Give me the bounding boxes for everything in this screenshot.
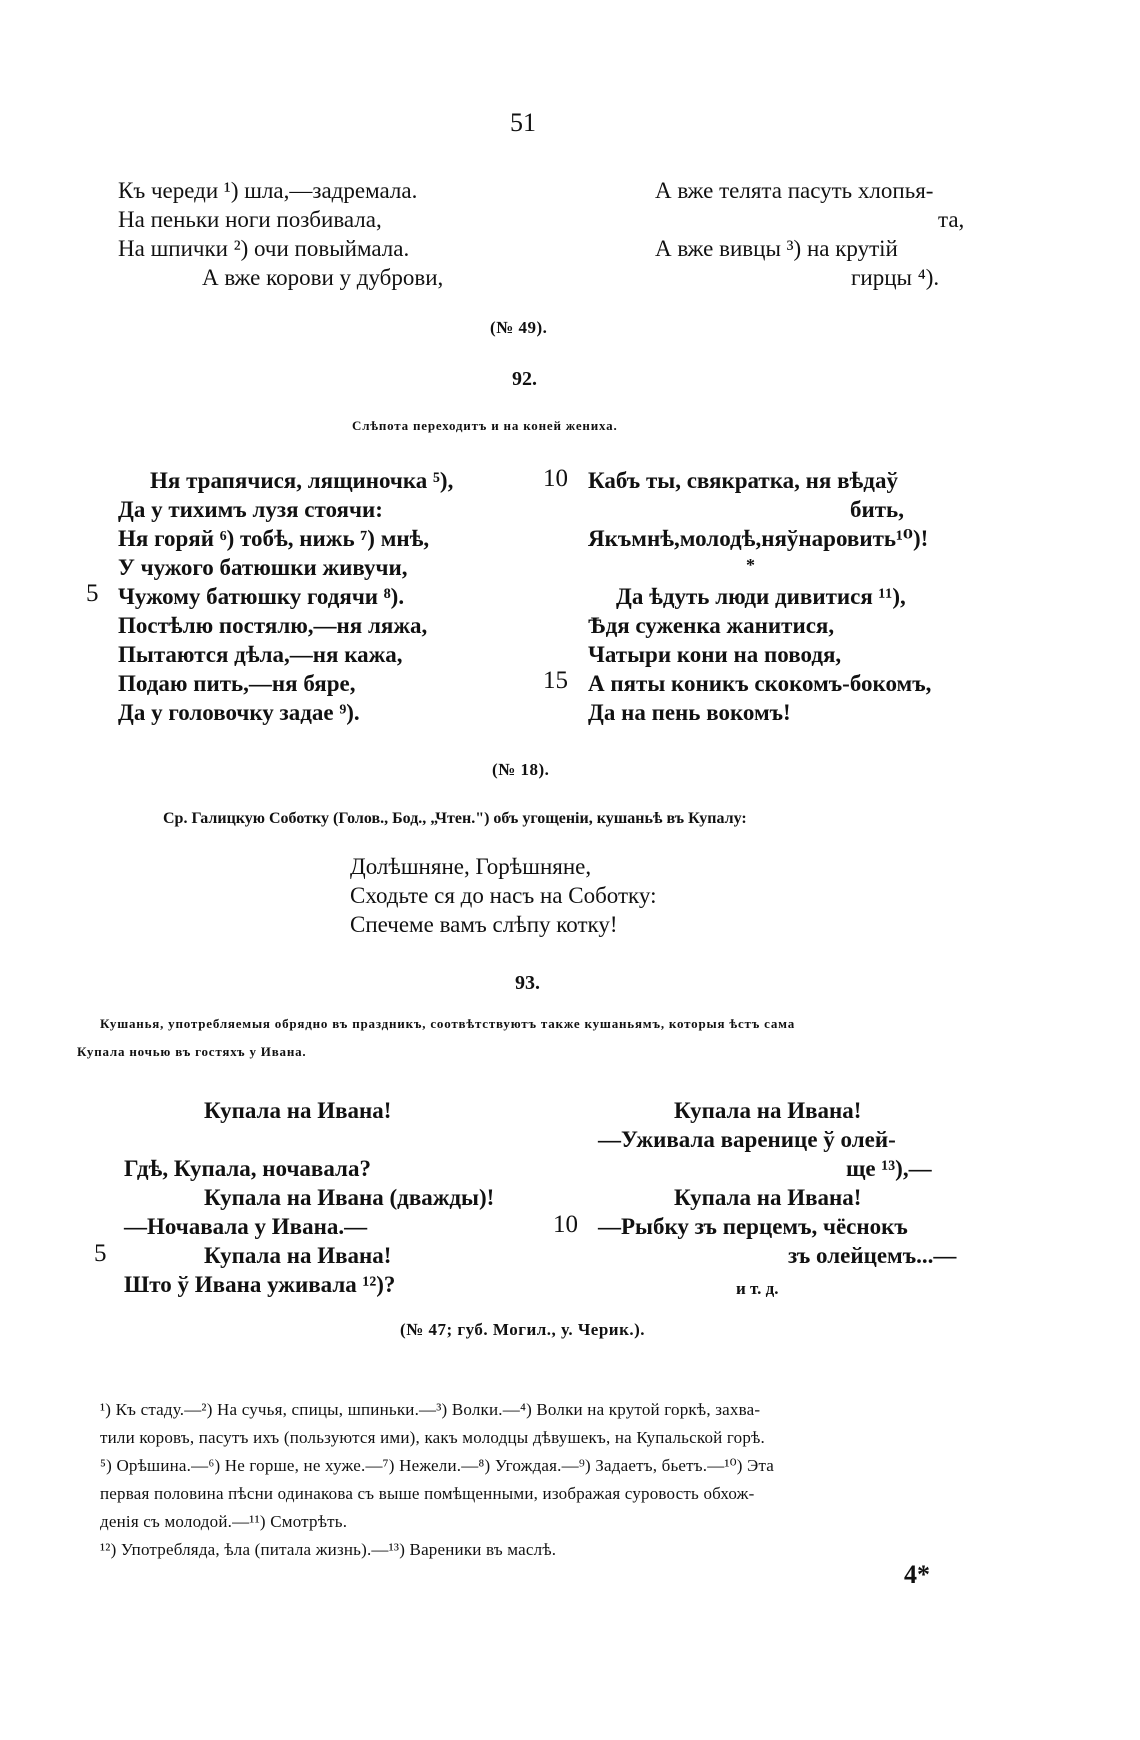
section-caption: Купала ночью въ гостяхъ у Ивана. [77, 1044, 307, 1059]
signature-mark: 4* [904, 1560, 930, 1589]
section-number: 93. [515, 972, 540, 994]
verse-line: Да ѣдуть люди дивитися ¹¹), [616, 584, 906, 609]
verse-line: та, [938, 207, 965, 232]
page-number: 51 [510, 108, 536, 137]
footnote-line: тили коровъ, пасутъ ихъ (пользуются ими), какъ молодцы дѣвушекъ, на Купальской горѣ. [100, 1428, 765, 1447]
verse-line: Пытаются дѣла,—ня кажа, [118, 642, 403, 667]
verse-line: А вже корови у дуброви, [202, 265, 444, 290]
footnote-line: ¹²) Употребляда, ѣла (питала жизнь).—¹³) Вареники въ маслѣ. [100, 1540, 557, 1559]
source-reference: (№ 49). [490, 318, 548, 337]
footnote-line: денія съ молодой.—¹¹) Смотрѣть. [100, 1512, 348, 1531]
comparison-note: Ср. Галицкую Соботку (Голов., Бод., „Чтен.") объ угощеніи, кушаньѣ въ Купалу: [163, 810, 747, 827]
verse-line: Гдѣ, Купала, ночавала? [124, 1156, 371, 1181]
verse-line: Купала на Ивана! [674, 1185, 862, 1210]
verse-line: —Уживала варенице ў олей- [598, 1127, 896, 1152]
verse-line: На шпички ²) очи повыймала. [118, 236, 410, 261]
verse-line: Да на пень вокомъ! [588, 700, 791, 725]
verse-line: На пеньки ноги позбивала, [118, 207, 382, 232]
source-reference: (№ 47; губ. Могил., у. Черик.). [400, 1320, 646, 1339]
verse-line: Ѣдя суженка жанитися, [588, 613, 835, 638]
verse-line: Подаю пить,—ня бяре, [118, 671, 356, 696]
verse-line: Што ў Ивана уживала ¹²)? [124, 1272, 396, 1297]
verse-line: бить, [850, 497, 904, 522]
footnote-line: первая половина пѣсни одинакова съ выше помѣщенными, изображая суровость обхож- [100, 1484, 755, 1503]
verse-line: Да у головочку задае ⁹). [118, 700, 360, 725]
line-number: 5 [86, 580, 99, 607]
verse-line: Ня трапячися, лящиночка ⁵), [150, 468, 454, 493]
quote-line: Сходьте ся до насъ на Соботку: [350, 883, 657, 908]
line-number: 15 [543, 667, 568, 694]
section-caption: Кушанья, употребляемыя обрядно въ праздникъ, соотвѣтствуютъ также кушаньямъ, которыя ѣстъ сама [100, 1016, 796, 1031]
verse-line: Кабъ ты, свякратка, ня вѣдаў [588, 468, 898, 493]
verse-line: Да у тихимъ лузя стоячи: [118, 497, 383, 522]
verse-line: Купала на Ивана! [674, 1098, 862, 1123]
verse-line: Постѣлю постялю,—ня ляжа, [118, 613, 428, 638]
section-number: 92. [512, 368, 537, 390]
quote-line: Долѣшняне, Горѣшняне, [350, 854, 592, 879]
verse-line: и т. д. [736, 1279, 779, 1298]
verse-line: А вже телята пасуть хлопья- [655, 178, 934, 203]
verse-line: —Рыбку зъ перцемъ, чёснокъ [598, 1214, 908, 1239]
verse-line: —Ночавала у Ивана.— [124, 1214, 368, 1239]
separator-asterisk: * [746, 555, 755, 575]
quote-line: Спечеме вамъ слѣпу котку! [350, 912, 618, 937]
verse-line: гирцы ⁴). [851, 265, 940, 290]
verse-line: Чатыри кони на поводя, [588, 642, 842, 667]
verse-line: А пяты коникъ скокомъ-бокомъ, [588, 671, 932, 696]
line-number: 10 [553, 1211, 578, 1238]
verse-line: У чужого батюшки живучи, [118, 555, 408, 580]
verse-line: Къ череди ¹) шла,—задремала. [118, 178, 418, 203]
verse-line: Купала на Ивана! [204, 1098, 392, 1123]
verse-line: ще ¹³),— [846, 1156, 932, 1181]
footnote-line: ¹) Къ стаду.—²) На сучья, спицы, шпиньки.—³) Волки.—⁴) Волки на крутой горкѣ, захва- [100, 1400, 761, 1419]
verse-line: Купала на Ивана (дважды)! [204, 1185, 495, 1210]
verse-line: Купала на Ивана! [204, 1243, 392, 1268]
verse-line: А вже вивцы ³) на крутій [655, 236, 898, 261]
line-number: 5 [94, 1240, 107, 1267]
footnote-line: ⁵) Орѣшина.—⁶) Не горше, не хуже.—⁷) Нежели.—⁸) Угождая.—⁹) Задаетъ, бьетъ.—¹⁰) Эта [100, 1456, 775, 1475]
verse-line: Якъмнѣ,молодѣ,няўнаровить¹⁰)! [588, 526, 929, 551]
verse-line: Ня горяй ⁶) тобѣ, нижь ⁷) мнѣ, [118, 526, 430, 551]
verse-line: Чужому батюшку годячи ⁸). [118, 584, 405, 609]
section-caption: Слѣпота переходитъ и на коней жениха. [352, 418, 618, 433]
line-number: 10 [543, 465, 568, 492]
verse-line: зъ олейцемъ...— [788, 1243, 957, 1268]
source-reference: (№ 18). [492, 760, 550, 779]
